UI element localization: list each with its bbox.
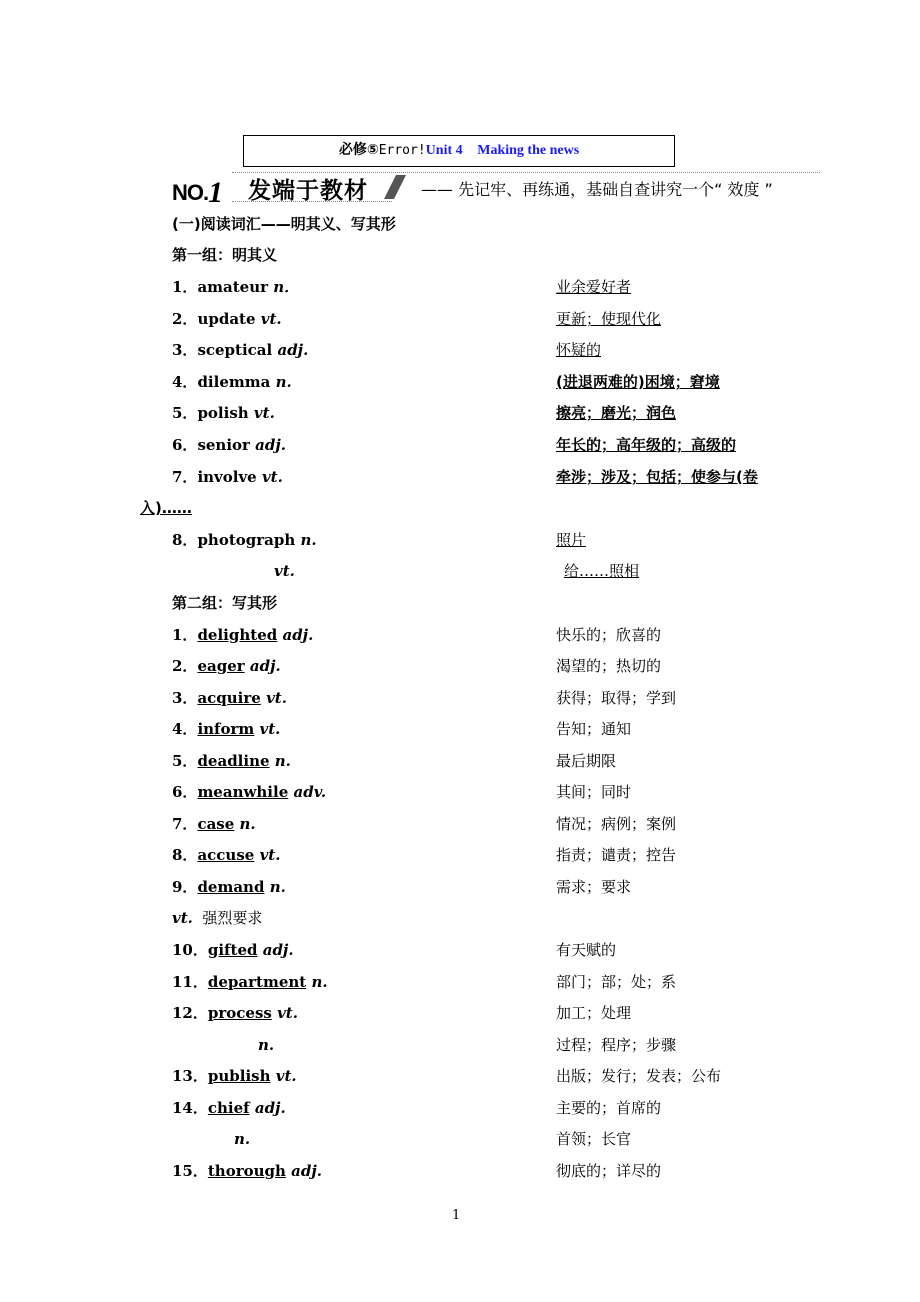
group2-title: 第二组：写其形 [172, 594, 278, 612]
unit-label: Unit 4 [425, 143, 463, 158]
vocab-meaning: 渴望的；热切的 [556, 657, 662, 675]
vocab-meaning-continued: 入)…… [140, 499, 192, 517]
vocab-item: 3．acquire vt. [172, 689, 287, 707]
vocab-item: 5．polish vt. [172, 404, 275, 422]
vocab-meaning: 其间；同时 [556, 783, 632, 801]
vocab-item: 11．department n. [172, 973, 328, 991]
vocab-meaning: 更新；使现代化 [556, 310, 662, 328]
vocab-item: 12．process vt. [172, 1004, 298, 1022]
book-label: 必修⑤ [338, 142, 379, 158]
vocab-item: 8．accuse vt. [172, 846, 281, 864]
error-text: Error! [378, 143, 426, 158]
vocab-meaning: 牵涉；涉及；包括；使参与(卷 [556, 468, 758, 486]
vocab-meaning: 部门；部；处；系 [556, 973, 677, 991]
vocab-meaning: 快乐的；欣喜的 [556, 626, 662, 644]
vocab-meaning: 年长的；高年级的；高级的 [556, 436, 737, 454]
banner-number: NO.1 [172, 176, 223, 209]
vocab-item: 7．case n. [172, 815, 256, 833]
unit-topic: Making the news [477, 143, 580, 158]
lesson-title-box [243, 135, 675, 167]
vocab-item: 13．publish vt. [172, 1067, 297, 1085]
vocab-item: 1．delighted adj. [172, 626, 314, 644]
vocab-item: 9．demand n. [172, 878, 286, 896]
vocab-item: 2．update vt. [172, 310, 282, 328]
vocab-item: 4．inform vt. [172, 720, 281, 738]
vocab-meaning: 业余爱好者 [556, 278, 632, 296]
vocab-meaning-alt: 给……照相 [564, 562, 640, 580]
vocab-meaning: 照片 [556, 531, 587, 549]
vocab-meaning: 告知；通知 [556, 720, 632, 738]
vocab-meaning: 最后期限 [556, 752, 617, 770]
vocab-item-alt: vt. 强烈要求 [172, 909, 263, 927]
vocab-meaning: 出版；发行；发表；公布 [556, 1067, 722, 1085]
vocab-meaning: 情况；病例；案例 [556, 815, 677, 833]
vocab-meaning: 加工；处理 [556, 1004, 632, 1022]
vocab-item: 3．sceptical adj. [172, 341, 309, 359]
vocab-item: 4．dilemma n. [172, 373, 292, 391]
vocab-pos-alt: n. [258, 1036, 275, 1054]
section-title: (一)阅读词汇——明其义、写其形 [172, 215, 396, 233]
banner-subtitle: —— 先记牢、再练通，基础自查讲究一个“ 效度 ” [421, 180, 773, 199]
vocab-meaning-alt: 首领；长官 [556, 1130, 632, 1148]
vocab-item: 15．thorough adj. [172, 1162, 323, 1180]
vocab-item: 2．eager adj. [172, 657, 281, 675]
vocab-meaning: 指责；谴责；控告 [556, 846, 677, 864]
vocab-pos-alt: n. [234, 1130, 251, 1148]
group1-title: 第一组：明其义 [172, 246, 278, 264]
vocab-meaning: 主要的；首席的 [556, 1099, 662, 1117]
section-banner [172, 172, 820, 209]
page-number: 1 [452, 1208, 461, 1223]
vocab-meaning: (进退两难的)困境；窘境 [556, 373, 720, 391]
vocab-item: 6．senior adj. [172, 436, 287, 454]
banner-title: 发端于教材 [248, 178, 368, 204]
vocab-meaning: 获得；取得；学到 [556, 689, 677, 707]
vocab-item: 7．involve vt. [172, 468, 283, 486]
vocab-pos-alt: vt. [274, 562, 295, 580]
vocab-item: 10．gifted adj. [172, 941, 294, 959]
vocab-meaning: 需求；要求 [556, 878, 632, 896]
vocab-item: 8．photograph n. [172, 531, 317, 549]
vocab-item: 1．amateur n． [172, 278, 300, 296]
vocab-meaning: 擦亮；磨光；润色 [556, 404, 677, 422]
vocab-item: 5．deadline n. [172, 752, 291, 770]
vocab-meaning: 有天赋的 [556, 941, 617, 959]
vocab-meaning-alt: 过程；程序；步骤 [556, 1036, 677, 1054]
banner-slash-icon [384, 175, 406, 199]
vocab-meaning: 怀疑的 [556, 341, 602, 359]
vocab-meaning: 彻底的；详尽的 [556, 1162, 662, 1180]
vocab-item: 14．chief adj. [172, 1099, 286, 1117]
vocab-item: 6．meanwhile adv. [172, 783, 327, 801]
